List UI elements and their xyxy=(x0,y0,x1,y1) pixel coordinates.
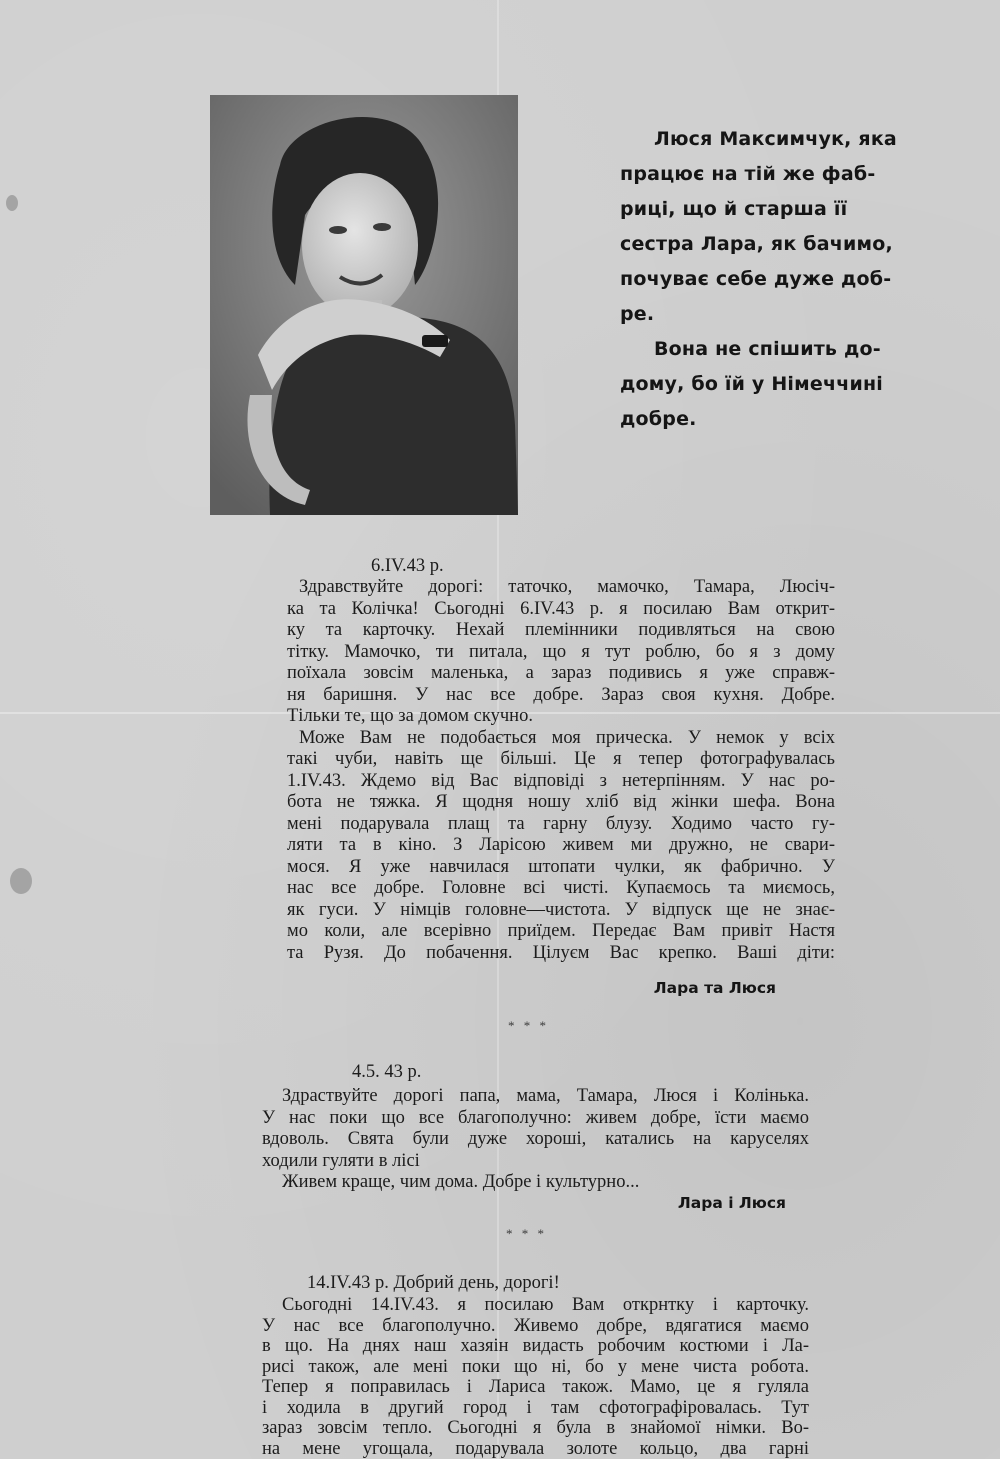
letter-signature: Лара та Люся xyxy=(653,979,776,997)
caption-line: працює на тій же фаб- xyxy=(620,163,876,185)
caption-line: Вона не спішить до- xyxy=(654,338,881,360)
letter-signature: Лара і Люся xyxy=(677,1194,786,1212)
letter-line: 1.IV.43. Ждемо від Вас відповіді з нетерпінням. У нас ро- xyxy=(287,770,835,791)
letter-date: 6.IV.43 р. xyxy=(371,556,444,576)
caption-line: дому, бо їй у Німеччині xyxy=(620,373,883,395)
letter-line: і ходила в другий город і там сфотографіровалась. Тут xyxy=(262,1397,809,1418)
letter-line: в що. На днях наш хазяін видасть робочим костюми і Ла- xyxy=(262,1336,809,1356)
section-separator: * * * xyxy=(508,1018,549,1033)
portrait-photo xyxy=(210,95,518,515)
letter-line: У нас все благополучно. Живемо добре, вдягатися маємо xyxy=(262,1315,809,1336)
photo-caption xyxy=(620,122,912,437)
caption-paragraph-1 xyxy=(620,122,912,332)
letter-line: ходили гуляти в лісі xyxy=(262,1150,420,1171)
letter-line: Тільки те, що за домом скучно. xyxy=(287,706,533,726)
letter-line: зараз зовсім тепло. Сьогодні я була в знайомої німки. Во- xyxy=(262,1418,809,1438)
letter-line: як гуси. У німців головне—чистота. У відпуск ще не знає- xyxy=(287,899,835,920)
letter-line: Може Вам не подобається моя прическа. У немок у всіх xyxy=(299,727,835,748)
letter-line: нас все добре. Головне всі чисті. Купаємось та миємось, xyxy=(287,878,835,898)
letter-line: ку та карточку. Нехай племінники подивляться на свою xyxy=(287,620,835,640)
caption-line: почуває себе дуже доб- xyxy=(620,268,892,290)
letter-date: 14.IV.43 р. Добрий день, дорогі! xyxy=(307,1273,560,1293)
letter-line: мо коли, але всерівно приїдем. Передає Вам привіт Настя xyxy=(287,921,835,941)
caption-paragraph-2 xyxy=(620,332,912,437)
letter-line: Тепер я поправилась і Лариса також. Мамо, це я гуляла xyxy=(262,1377,809,1397)
caption-line: риці, що й старша її xyxy=(620,198,848,220)
letter-line: ня баришня. У нас все добре. Зараз своя кухня. Добре. xyxy=(287,684,835,705)
letter-line: на мене угощала, подарувала золоте кольцо, два гарні xyxy=(262,1438,809,1459)
letter-line: тітку. Мамочко, ти питала, що я тут роблю, бо я з дому xyxy=(287,641,835,662)
letter-line: поїхала зовсім маленька, а зараз подивись я уже справж- xyxy=(287,663,835,683)
letter-line: Сьогодні 14.IV.43. я посилаю Вам открнтку і карточку. xyxy=(282,1295,809,1315)
letter-line: вдоволь. Свята були дуже хороші, катались на каруселях xyxy=(262,1129,809,1149)
letter-line: такі чуби, навіть ще більші. Це я тепер фотографувалась xyxy=(287,749,835,769)
paper-stain xyxy=(6,195,18,211)
caption-line: сестра Лара, як бачимо, xyxy=(620,233,893,255)
letter-line: Здраствуйте дорогі папа, мама, Тамара, Люся і Колінька. xyxy=(282,1086,809,1106)
letter-date: 4.5. 43 р. xyxy=(352,1062,422,1082)
paper-stain xyxy=(10,868,32,894)
caption-line: добре. xyxy=(620,408,697,430)
letter-line: бота не тяжка. Я щодня ношу хліб від жінки шефа. Вона xyxy=(287,792,835,812)
letter-line: та Рузя. До побачення. Цілуєм Вас крепко. Ваші діти: xyxy=(287,942,835,963)
letter-line: У нас поки що все благополучно: живем добре, їсти маємо xyxy=(262,1107,809,1128)
letter-line: ка та Колічка! Сьогодні 6.IV.43 р. я посилаю Вам открит- xyxy=(287,598,835,619)
letter-line: ляти та в кіно. З Ларісою живем ми дружно, не свари- xyxy=(287,835,835,855)
letter-line: мені подарувала плащ та гарну блузу. Ходимо часто гу- xyxy=(287,813,835,834)
caption-line: ре. xyxy=(620,303,655,325)
letter-line: Живем краще, чим дома. Добре і культурно... xyxy=(282,1172,640,1192)
section-separator: * * * xyxy=(506,1226,547,1241)
letter-line: Здравствуйте дорогі: таточко, мамочко, Тамара, Люсіч- xyxy=(299,577,835,597)
letter-line: мося. Я уже навчилася штопати чулки, як фабрично. У xyxy=(287,856,835,877)
letter-line: рисі також, але мені поки що ні, бо у мене чиста робота. xyxy=(262,1356,809,1377)
caption-line: Люся Максимчук, яка xyxy=(654,128,897,150)
